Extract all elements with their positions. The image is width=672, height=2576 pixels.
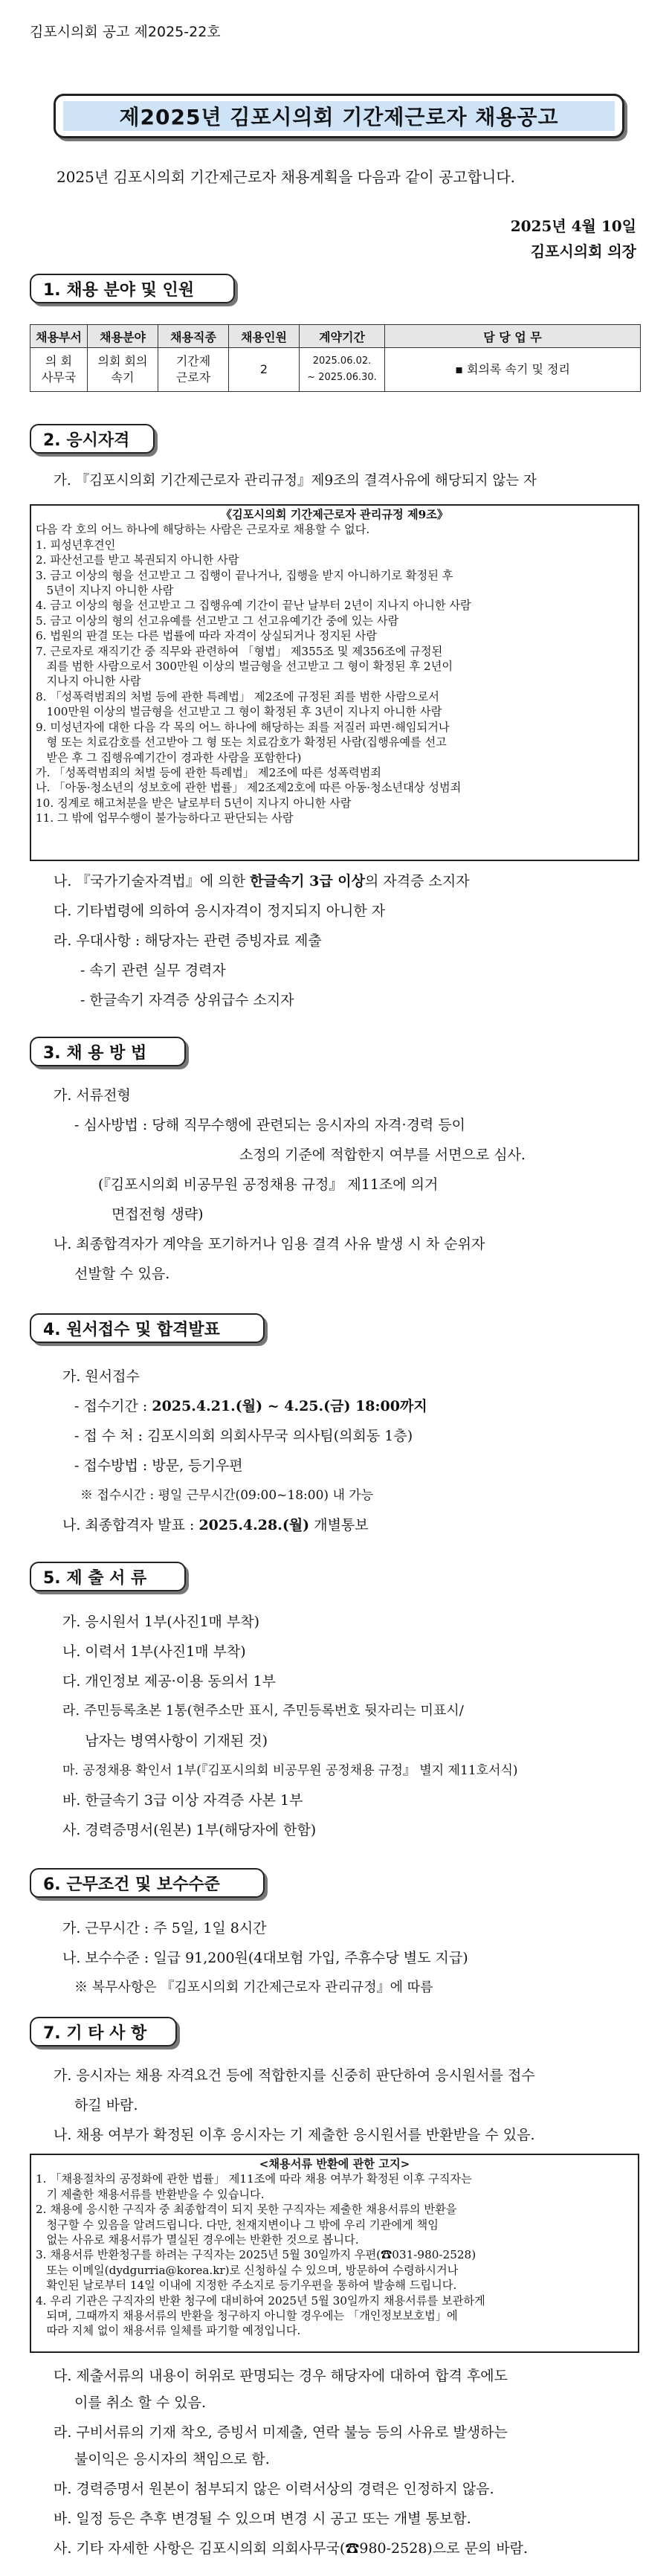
preference-item: - 속기 관련 실무 경력자 [80,962,226,979]
qualification-ra: 라. 우대사항 : 해당자는 관련 증빙자료 제출 [54,933,322,949]
qualification-na [54,870,470,890]
section-heading-2: 2. 응시자격 [30,424,155,454]
other-item-da: 다. 제출서류의 내용이 허위로 판명되는 경우 해당자에 대하여 합격 후에도 [54,2368,508,2384]
regulation-line: 가. 「성폭력범죄의 처벌 등에 관한 특례법」 제2조에 따른 성폭력범죄 [36,765,381,779]
apply-time-note: ※ 접수시간 : 평일 근무시간(09:00~18:00) 내 가능 [80,1488,374,1503]
preference-item: - 한글속기 자격증 상위급수 소지자 [80,992,294,1008]
regulation-line: 10. 징계로 해고처분을 받은 날로부터 5년이 지나지 아니한 사람 [36,796,352,810]
document-item: 다. 개인정보 제공·이용 동의서 1부 [62,1673,276,1690]
section-heading-5: 5. 제 출 서 류 [30,1562,186,1591]
table-cell: 의회 회의 속기 [88,348,158,392]
document-item: 라. 주민등록초본 1통(현주소만 표시, 주민등록번호 뒷자리는 미표시/ [62,1703,464,1719]
table-header: 채용부서 [30,325,88,348]
table-header: 채용분야 [88,325,158,348]
method-text: 소정의 기준에 적합한지 여부를 서면으로 심사. [239,1147,526,1163]
table-cell: 2 [229,348,300,392]
section-heading-3: 3. 채 용 방 법 [30,1037,186,1066]
other-item-sa: 사. 기타 자세한 사항은 김포시의회 의회사무국(☎980-2528)으로 문의 바람. [54,2540,529,2557]
apply-period-label: - 접수기간 : [74,1398,152,1414]
regulation-line: 5년이 지나지 아니한 사람 [36,584,174,598]
regulation-line: 나. 「아동·청소년의 성보호에 관한 법률」 제2조제2호에 따른 아동·청소년대상 성범죄 [36,781,462,795]
method-na: 나. 최종합격자가 계약을 포기하거나 임용 결격 사유 발생 시 차 순위자 [54,1236,485,1252]
return-notice-title: <채용서류 반환에 관한 고지> [259,2157,410,2171]
intro-text: 2025년 김포시의회 기간제근로자 채용계획을 다음과 같이 공고합니다. [56,168,516,186]
qualification-na-suffix: 의 자격증 소지자 [365,873,470,889]
table-header: 계약기간 [300,325,385,348]
regulation-line: 7. 근로자로 재직기간 중 직무와 관련하여 「형법」 제355조 및 제356조에 규정된 [36,644,443,658]
notice-number: 김포시의회 공고 제2025-22호 [30,24,221,40]
return-notice-line: 3. 채용서류 반환청구를 하려는 구직자는 2025년 5월 30일까지 우편(☎031-980-2528) [36,2248,476,2262]
title-box [54,94,624,138]
regulation-line: 3. 금고 이상의 형을 선고받고 그 집행이 끝나거나, 집행을 받지 아니하기로 확정된 후 [36,568,453,582]
document-item: 남자는 병역사항이 기재된 것) [62,1733,268,1749]
issuer: 김포시의회 의장 [530,242,636,260]
other-item-ba: 바. 일정 등은 추후 변경될 수 있으며 변경 시 공고 또는 개별 통보함. [54,2511,471,2527]
table-row [30,348,641,392]
other-item-ra-cont: 불이익은 응시자의 책임으로 함. [74,2451,270,2467]
regulation-line: 다음 각 호의 어느 하나에 해당하는 사람은 근로자로 채용할 수 없다. [36,523,370,537]
result-label: 나. 최종합격자 발표 : [62,1517,199,1533]
result-suffix: 개별통보 [309,1517,369,1533]
return-notice-line: 따라 지체 없이 채용서류 일체를 파기할 예정입니다. [36,2324,301,2338]
qualification-da: 다. 기타법령에 의하여 응시자격이 정지되지 아니한 자 [54,903,386,919]
regulation-line: 9. 미성년자에 대한 다음 각 목의 어느 하나에 해당하는 죄를 저질러 파면·해임되거나 [36,720,450,734]
regulation-line: 2. 파산선고를 받고 복권되지 아니한 사람 [36,553,239,567]
other-item-da-cont: 이를 취소 할 수 있음. [74,2395,207,2411]
other-item-ga-cont: 하길 바람. [74,2097,138,2113]
apply-na [62,1514,369,1534]
apply-place: - 접 수 처 : 김포시의회 의회사무국 의사팀(의회동 1층) [74,1428,413,1444]
return-notice-line: 되며, 그때까지 채용서류의 반환을 청구하지 아니할 경우에는 「개인정보보호법」에 [36,2309,458,2323]
other-item-ma: 마. 경력증명서 원본이 첨부되지 않은 이력서상의 경력은 인정하지 않음. [54,2481,494,2497]
document-item: 나. 이력서 1부(사진1매 부착) [62,1643,246,1660]
section-heading-6: 6. 근무조건 및 보수수준 [30,1868,265,1898]
regulation-line: 5. 금고 이상의 형의 선고유예를 선고받고 그 선고유예기간 중에 있는 사람 [36,614,399,628]
regulation-line: 6. 법원의 판결 또는 다른 법률에 따라 자격이 상실되거나 정지된 사람 [36,629,377,643]
document-item: 바. 한글속기 3급 이상 자격증 사본 1부 [62,1792,303,1809]
table-header: 담 당 업 무 [385,325,641,348]
regulation-line: 4. 금고 이상의 형을 선고받고 그 집행유예 기간이 끝난 날부터 2년이 지나지 아니한 사람 [36,599,471,613]
table-cell: ▪ 회의록 속기 및 정리 [385,348,641,392]
qualification-na-text: 나. 『국가기술자격법』에 의한 [54,873,251,889]
regulation-line: 죄를 범한 사람으로서 300만원 이상의 벌금형을 선고받고 그 형이 확정된 후 2년이 [36,660,453,674]
method-text: (『김포시의회 비공무원 공정채용 규정』 제11조에 의거 [98,1176,439,1193]
pay-level: 나. 보수수준 : 일급 91,200원(4대보험 가입, 주휴수당 별도 지급) [62,1950,468,1966]
qualification-ga: 가. 『김포시의회 기간제근로자 관리규정』제9조의 결격사유에 해당되지 않는 자 [54,473,537,489]
return-notice-line: 1. 「채용절차의 공정화에 관한 법률」 제11조에 따라 채용 여부가 확정된 이후 구직자는 [36,2172,472,2186]
regulation-line: 형 또는 치료감호를 선고받아 그 형 또는 치료감호가 확정된 사람(집행유예를 선고 [36,735,447,750]
other-item-na: 나. 채용 여부가 확정된 이후 응시자는 기 제출한 응시원서를 반환받을 수 있음. [54,2127,535,2143]
notice-date: 2025년 4월 10일 [510,217,636,235]
service-note: ※ 복무사항은 『김포시의회 기간제근로자 관리규정』에 따름 [74,1980,433,1995]
table-cell: 기간제 근로자 [158,348,229,392]
document-item: 마. 공정채용 확인서 1부(『김포시의회 비공무원 공정채용 규정』 별지 제11호서식) [62,1763,518,1778]
page-title: 제2025년 김포시의회 기간제근로자 채용공고 [63,101,615,131]
other-item-ga: 가. 응시자는 채용 자격요건 등에 적합한지를 신중히 판단하여 응시원서를 접수 [54,2067,535,2084]
return-notice-line: 청구할 수 있음을 알려드립니다. 다만, 천재지변이나 그 밖에 우리 기관에게 책임 [36,2218,439,2232]
return-notice-line: 4. 우리 기관은 구직자의 반환 청구에 대비하여 2025년 5월 30일까지 채용서류를 보관하게 [36,2293,485,2308]
regulation-line: 11. 그 밖에 업무수행이 불가능하다고 판단되는 사람 [36,811,294,825]
regulation-box [30,504,639,861]
method-text: - 심사방법 : 당해 직무수행에 관련되는 응시자의 자격·경력 등이 [74,1117,466,1133]
return-notice-line: 또는 이메일(dydgurria@korea.kr)로 신청하실 수 있으며, 방문하여 수령하시거나 [36,2263,459,2277]
apply-method: - 접수방법 : 방문, 등기우편 [74,1458,243,1474]
section-heading-7: 7. 기 타 사 항 [30,2017,177,2047]
regulation-line: 1. 피성년후견인 [36,538,116,552]
regulation-title: 《김포시의회 기간제근로자 관리규정 제9조》 [220,508,449,521]
return-notice-line: 확인된 날로부터 14일 이내에 지정한 주소지로 등기우편을 통하여 발송해 드립니다. [36,2279,457,2293]
regulation-line: 100만원 이상의 벌금형을 선고받고 그 형이 확정된 후 3년이 지나지 아니한 사람 [36,705,442,719]
return-notice-line: 기 제출한 채용서류를 반환받을 수 있습니다. [36,2187,265,2201]
table-header: 채용인원 [229,325,300,348]
section-heading-4: 4. 원서접수 및 합격발표 [30,1313,265,1343]
method-ga: 가. 서류전형 [54,1087,131,1104]
result-date: 2025.4.28.(월) [198,1517,310,1533]
document-return-notice-box [30,2154,639,2353]
method-text: 면접전형 생략) [112,1206,204,1223]
qualification-na-highlight: 한글속기 3급 이상 [250,873,365,889]
regulation-line: 지나지 아니한 사람 [36,674,141,689]
table-header: 채용직종 [158,325,229,348]
method-na-cont: 선발할 수 있음. [74,1266,170,1282]
document-item: 가. 응시원서 1부(사진1매 부착) [62,1614,260,1630]
table-cell: 2025.06.02. ~ 2025.06.30. [300,348,385,392]
return-notice-line: 2. 채용에 응시한 구직자 중 최종합격이 되지 못한 구직자는 제출한 채용서류의 반환을 [36,2203,457,2217]
table-cell: 의 회 사무국 [30,348,88,392]
other-item-ra: 라. 구비서류의 기재 착오, 증빙서 미제출, 연락 불능 등의 사유로 발생하는 [54,2424,508,2441]
apply-period [74,1395,427,1415]
apply-ga: 가. 원서접수 [62,1368,140,1385]
work-hours: 가. 근무시간 : 주 5일, 1일 8시간 [62,1920,267,1936]
section-heading-1: 1. 채용 분야 및 인원 [30,274,235,303]
jobs-table [30,324,641,392]
regulation-line: 받은 후 그 집행유예기간이 경과한 사람을 포함한다) [36,750,302,764]
return-notice-line: 없는 사유로 채용서류가 멸실된 경우에는 반환한 것으로 봅니다. [36,2233,359,2247]
regulation-line: 8. 「성폭력범죄의 처벌 등에 관한 특례법」 제2조에 규정된 죄를 범한 사람으로서 [36,689,439,703]
apply-period-value: 2025.4.21.(월) ~ 4.25.(금) 18:00까지 [152,1398,427,1414]
document-item: 사. 경력증명서(원본) 1부(해당자에 한함) [62,1822,317,1838]
